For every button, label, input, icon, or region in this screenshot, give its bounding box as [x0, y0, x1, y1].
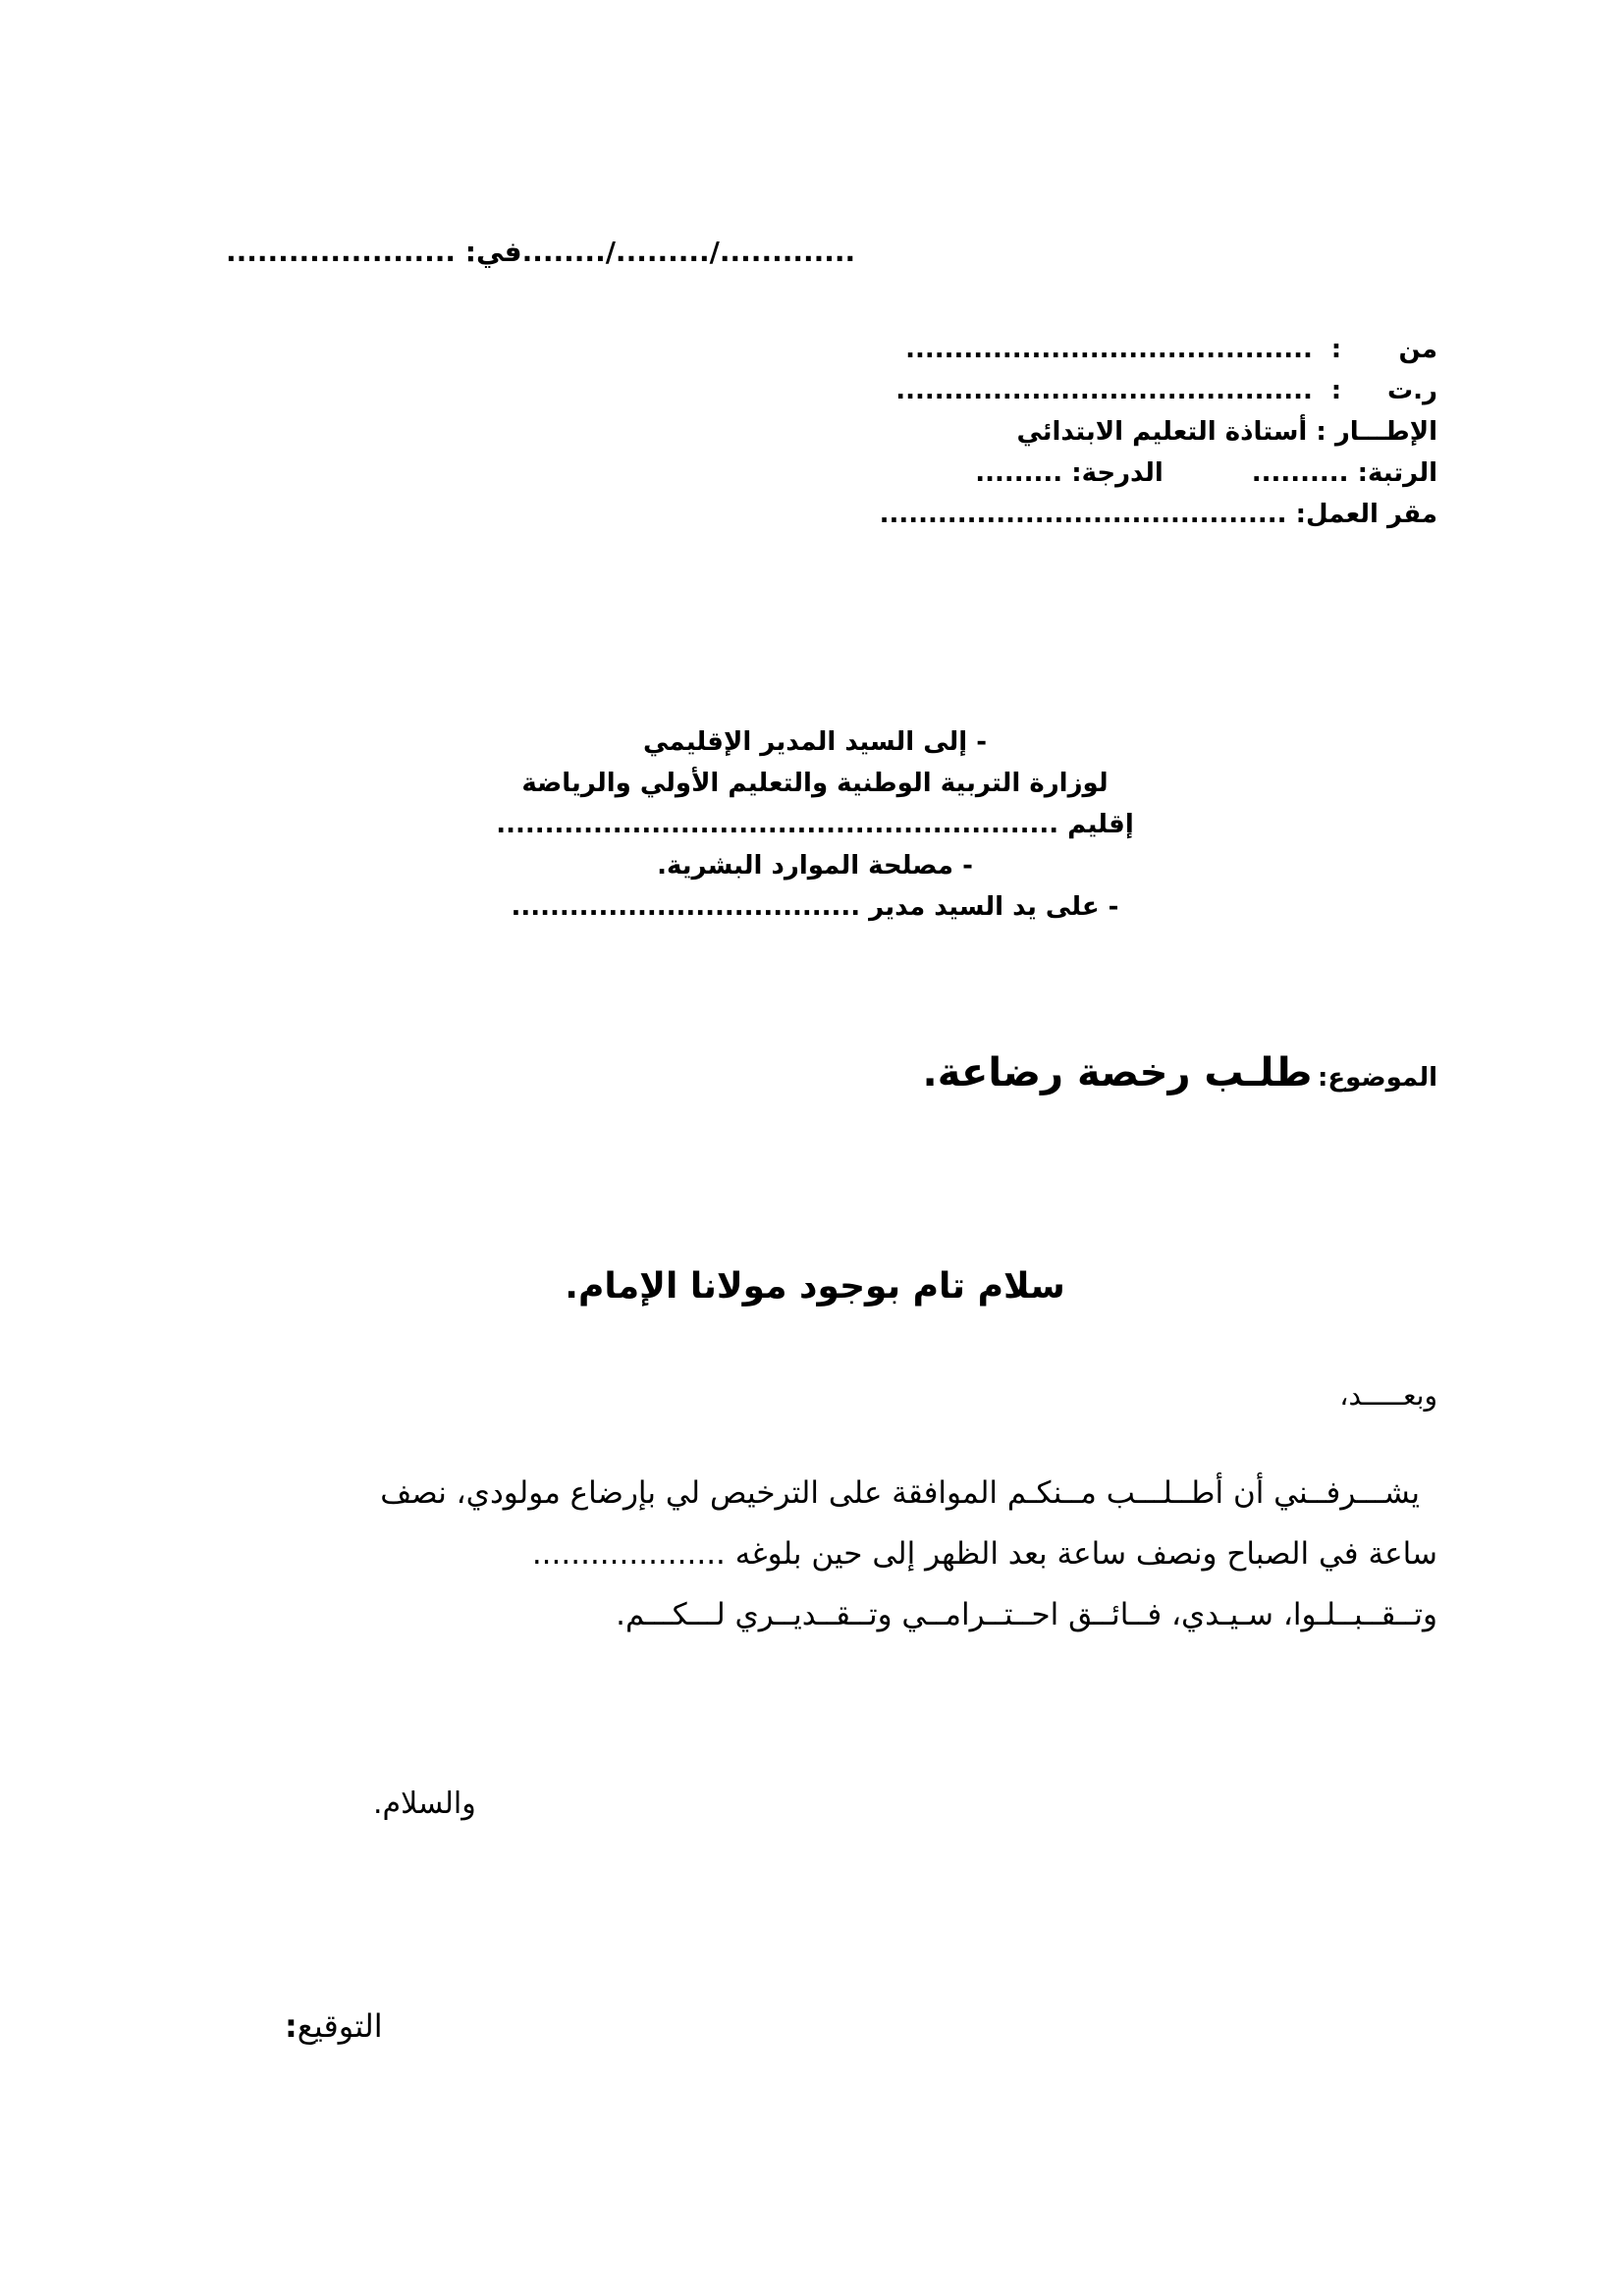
greeting: سلام تام بوجود مولانا الإمام.	[565, 1266, 1065, 1307]
recipient-line-2: لوزارة التربية الوطنية والتعليم الأولي والرياضة	[521, 769, 1109, 798]
body-line-2: ساعة في الصباح ونصف ساعة بعد الظهر إلى حين بلوغه ....................	[531, 1536, 1437, 1572]
recipient-line-5: - على يد السيد مدير ....................................	[511, 892, 1119, 922]
signature-colon: :	[285, 2007, 298, 2045]
body-line-3: وتــقــبــلـوا، سـيـدي، فــائــق احــتــرامــي وتــقــديــري لـــكـــم.	[616, 1597, 1437, 1632]
closing: والسلام.	[373, 1787, 476, 1821]
reg-label: ر.ت	[1387, 376, 1437, 405]
sender-reg-row	[848, 370, 1437, 411]
rank-label: الرتبة:	[1357, 458, 1437, 488]
sender-block	[848, 329, 1437, 535]
signature-line	[285, 2007, 383, 2045]
sender-workplace-row	[848, 494, 1437, 535]
subject-label: الموضوع:	[1318, 1063, 1437, 1093]
reg-value: ...........................................	[895, 376, 1313, 405]
after-greeting: وبعـــــد،	[1339, 1379, 1437, 1412]
signature-label: التوقيع	[297, 2007, 383, 2045]
workplace-value: ..........................................	[879, 500, 1287, 529]
sender-frame-row	[848, 411, 1437, 453]
body-line-1: يشـــرفــني أن أطــلـــب مــنكـم الموافقة على الترخيص لي بإرضاع مولودي، نصف	[380, 1475, 1420, 1511]
grade-label: الدرجة:	[1071, 458, 1164, 488]
recipient-line-1: - إلى السيد المدير الإقليمي	[642, 727, 988, 757]
grade-value: .........	[975, 458, 1063, 488]
subject-text: طلـب رخصة رضاعة.	[922, 1050, 1313, 1095]
from-label: من	[1398, 335, 1437, 364]
subject-line	[923, 1050, 1437, 1095]
from-separator: :	[1330, 335, 1342, 364]
date-line: ............./........./........في: ......................	[226, 236, 856, 268]
recipient-line-3: إقليم ..........................................................	[496, 810, 1134, 839]
sender-rank-row	[848, 453, 1437, 494]
workplace-label: مقر العمل:	[1295, 500, 1437, 529]
reg-separator: :	[1330, 376, 1342, 405]
rank-value: ..........	[1251, 458, 1349, 488]
recipient-line-4: - مصلحة الموارد البشرية.	[657, 851, 973, 881]
sender-from-row	[848, 329, 1437, 370]
body-paragraph	[220, 1463, 1437, 1645]
frame-label: الإطـــار	[1334, 417, 1437, 447]
frame-separator: :	[1307, 417, 1335, 447]
recipient-block	[491, 721, 1139, 928]
frame-value: أستاذة التعليم الابتدائي	[1016, 417, 1308, 447]
from-value: ..........................................	[905, 335, 1313, 364]
